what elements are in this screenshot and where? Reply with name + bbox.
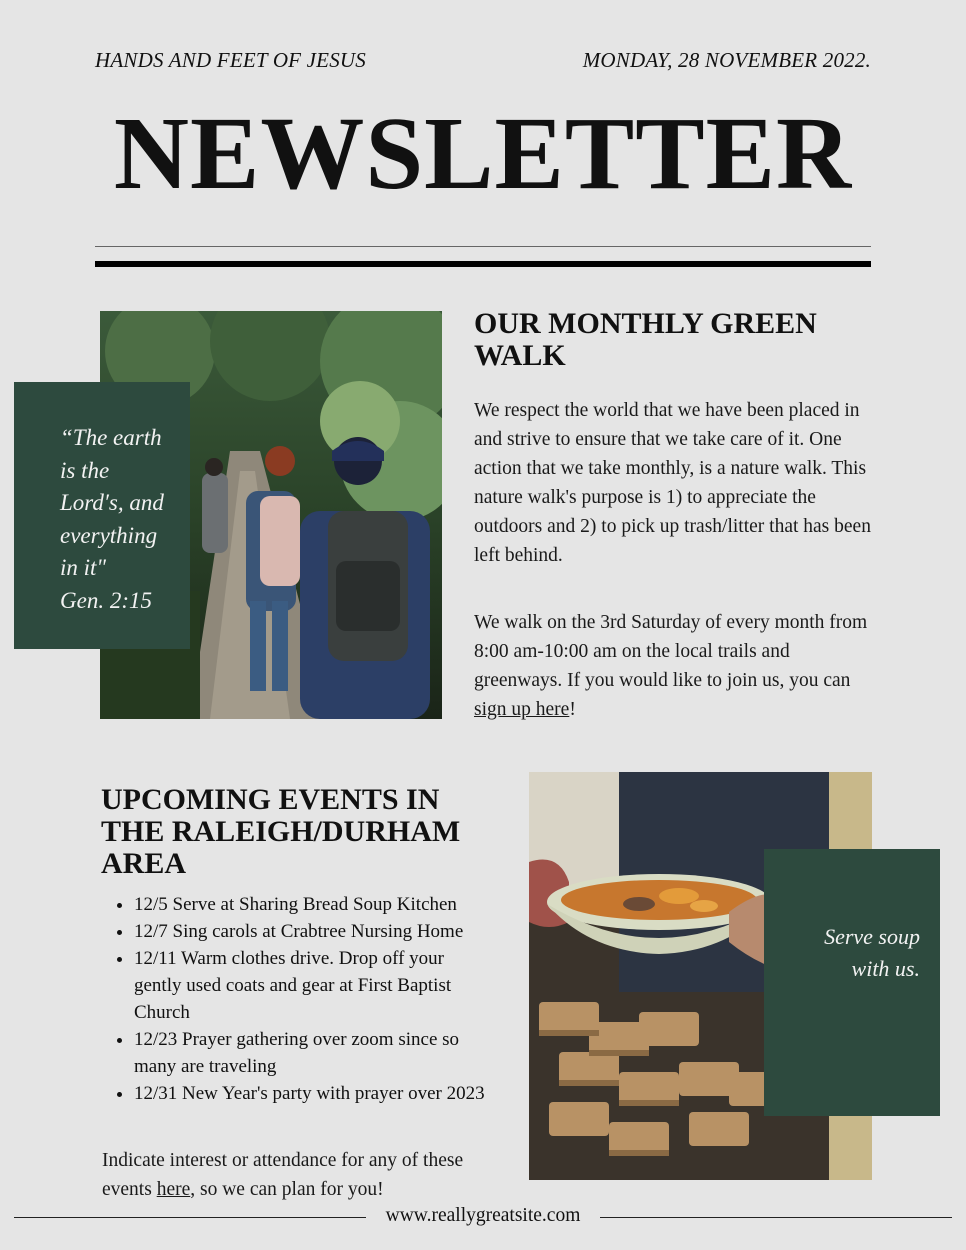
event-item: • 12/7 Sing carols at Crabtree Nursing Home [134,918,496,945]
footer-divider-left [14,1217,366,1218]
footer-website[interactable]: www.reallygreatsite.com [385,1205,581,1226]
newsletter-title: NEWSLETTER [113,96,853,211]
quote-line: Lord′s, and [60,490,164,515]
quote-line: in it" [60,555,107,580]
divider-thick [95,261,871,267]
quote-line: everything [60,522,158,548]
schedule-text: We walk on the 3rd Saturday of every month from 8:00 am-10:00 am on the local trails and greenways. If you would like to join us, you can [474,612,868,691]
events-list [101,891,496,1107]
callout-line: Serve soup [824,924,920,949]
events-interest-link[interactable]: here [156,1179,191,1200]
events-heading: UPCOMING EVENTS IN THE RALEIGH/DURHAM AREA [101,783,461,880]
event-item: • 12/31 New Year's party with prayer over 2023 [134,1080,496,1107]
events-note [102,1146,502,1204]
event-item: • 12/11 Warm clothes drive. Drop off your gently used coats and gear at First Baptist Church [134,945,496,1026]
quote-citation: Gen. 2:15 [60,587,152,613]
event-item: • 12/23 Prayer gathering over zoom since so many are traveling [134,1026,496,1080]
bible-quote-box [14,382,190,649]
issue-date: MONDAY, 28 NOVEMBER 2022. [582,48,871,72]
footer-divider-right [600,1217,952,1218]
event-item: • 12/5 Serve at Sharing Bread Soup Kitchen [134,891,496,918]
quote-line: “The earth [60,425,162,450]
green-walk-description: We respect the world that we have been placed in and strive to ensure that we take care of it. One action that we take monthly, is a nature walk. This nature walk's purpose is 1) to appreciate the outdoors and 2) to pick up trash/litter that has been left behind. [474,400,871,566]
green-walk-schedule [474,608,874,724]
serve-soup-callout [764,849,940,1116]
events-note-text-end: , so we can plan for you! [190,1179,384,1200]
callout-line: with us. [851,956,920,981]
green-walk-heading: OUR MONTHLY GREEN WALK [474,307,817,372]
organization-name: HANDS AND FEET OF JESUS [95,48,366,72]
quote-line: is the [60,457,110,483]
divider-thin [95,246,871,247]
events-note-text: Indicate interest or attendance for any of these events [102,1150,464,1200]
schedule-text-end: ! [569,699,576,720]
sign-up-link[interactable]: sign up here [474,699,570,720]
